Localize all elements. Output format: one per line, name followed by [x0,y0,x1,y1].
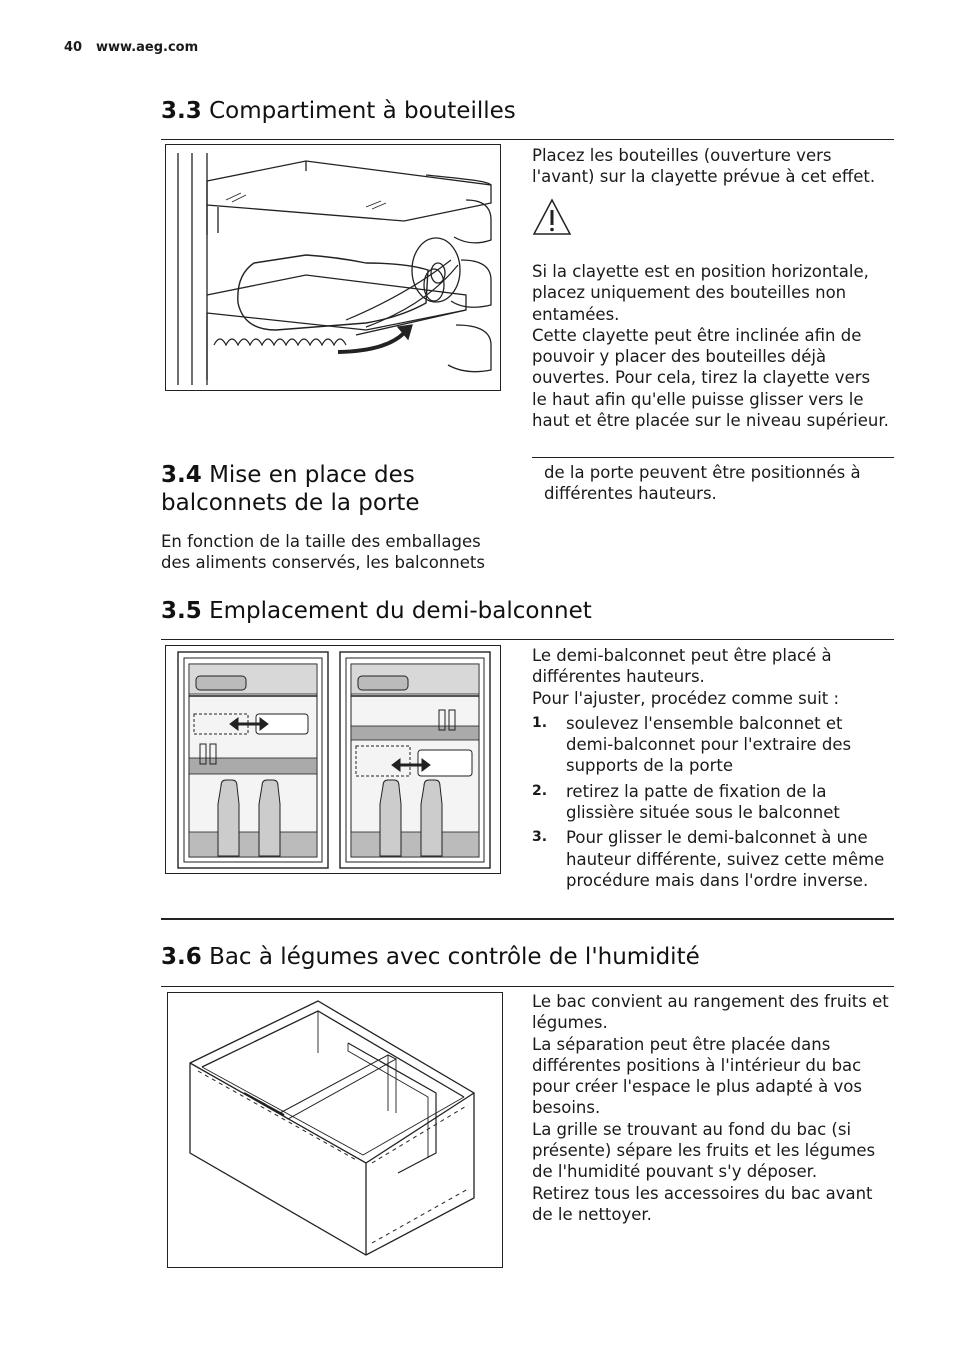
section-3-6-text [532,991,890,1225]
step-number: 3. [532,829,548,846]
section-divider [532,457,894,458]
section-3-4-heading [161,461,501,517]
list-item [532,827,890,891]
section-divider [161,918,894,920]
step-number: 1. [532,714,548,731]
list-item [532,713,890,777]
section-3-3-heading [161,97,516,125]
section-title: Bac à légumes avec contrôle de l'humidité [209,944,700,970]
grid-humidity-note: La grille se trouvant au fond du bac (si présente) sépare les fruits et les légumes de l'humidité pouvant s'y déposer. [532,1119,876,1182]
section-title: Emplacement du demi-balconnet [209,598,592,624]
section-number: 3.4 [161,462,202,488]
divider-positions: La séparation peut être placée dans différentes positions à l'intérieur du bac pour créer l'espace le plus adapté à vos besoins. [532,1034,862,1118]
section-3-5-text [532,645,890,895]
list-item [532,781,890,824]
section-title: Compartiment à bouteilles [209,98,516,124]
vegetable-drawer-illustration [167,992,503,1268]
section-number: 3.3 [161,98,202,124]
inclined-shelf-note: Cette clayette peut être inclinée afin de pouvoir y placer des bouteilles déjà ouvertes. Pour cela, tirez la clayette vers le haut afin qu'elle puisse glisser vers le haut et être placée sur le niveau supérieur. [532,325,889,431]
section-divider [161,139,894,140]
bottle-rack-illustration [165,144,501,391]
step-text: retirez la patte de fixation de la glissière située sous le balconnet [566,781,840,823]
section-title: Mise en place des balconnets de la porte [161,462,420,516]
adjustment-steps [532,713,890,891]
horizontal-shelf-note: Si la clayette est en position horizontale, placez uniquement des bouteilles non entamées. [532,262,869,324]
section-3-3-warning-text [532,261,890,431]
section-divider [161,986,894,987]
site-url: www.aeg.com [96,40,199,55]
bottle-placement-intro: Placez les bouteilles (ouverture vers l'avant) sur la clayette prévue à cet effet. [532,146,876,187]
section-number: 3.6 [161,944,202,970]
section-3-3-text [532,145,892,188]
step-number: 2. [532,782,548,799]
half-balcony-intro: Le demi-balconnet peut être placé à différentes hauteurs. [532,646,832,687]
step-text: soulevez l'ensemble balconnet et demi-balconnet pour l'extraire des supports de la porte [566,713,852,776]
half-balcony-illustration [165,645,501,874]
half-balcony-instructions-lead: Pour l'ajuster, procédez comme suit : [532,688,840,708]
step-text: Pour glisser le demi-balconnet à une hauteur différente, suivez cette même procédure mais dans l'ordre inverse. [566,828,885,890]
section-number: 3.5 [161,598,202,624]
cleaning-note: Retirez tous les accessoires du bac avant de le nettoyer. [532,1183,873,1224]
section-3-4-text-right: de la porte peuvent être positionnés à différentes hauteurs. [544,463,861,504]
section-3-6-heading [161,943,700,971]
warning-triangle-icon [532,198,572,236]
page-number: 40 [64,40,83,55]
section-3-4-text-left: En fonction de la taille des emballages des aliments conservés, les balconnets [161,532,485,573]
section-divider [161,639,894,640]
drawer-usage: Le bac convient au rangement des fruits et légumes. [532,992,889,1033]
section-3-5-heading [161,597,592,625]
